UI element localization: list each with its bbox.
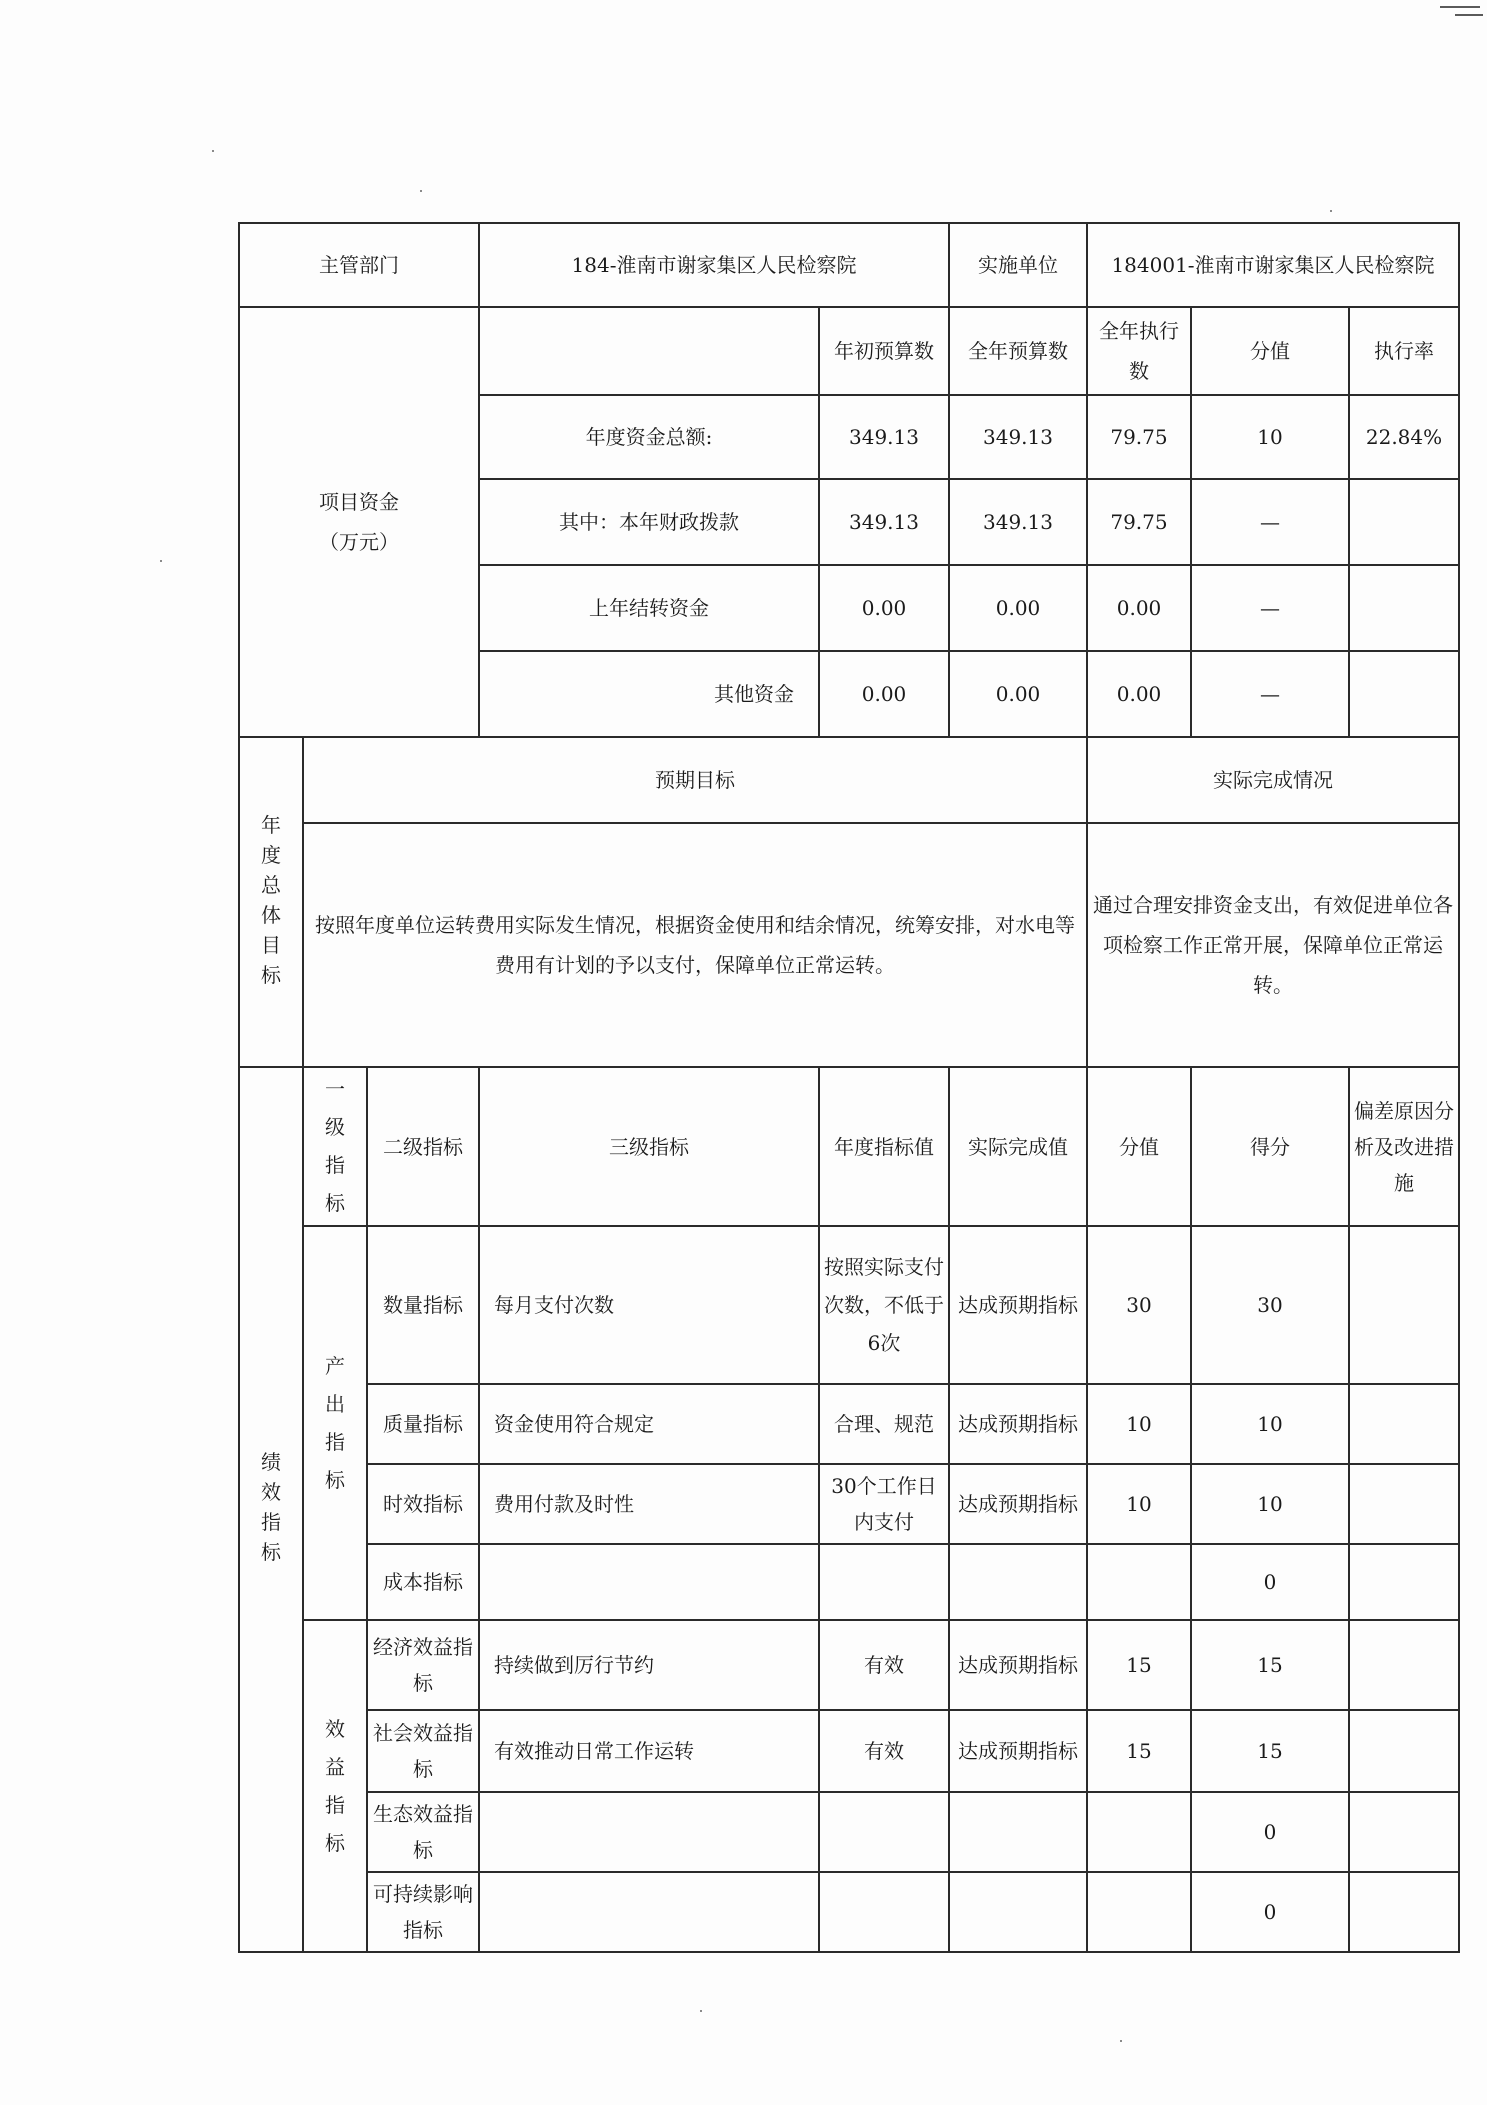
funds-row-executed: 0.00 [1087,651,1191,737]
output-target: 按照实际支付次数，不低于6次 [819,1226,949,1384]
output-deviation [1349,1464,1459,1544]
funds-row-rate [1349,565,1459,651]
funds-row-score-value: — [1191,565,1349,651]
output-score: 0 [1191,1544,1349,1620]
funds-header-row [239,307,1459,395]
output-deviation [1349,1544,1459,1620]
funds-row-annual: 349.13 [949,395,1087,479]
funds-row-annual: 349.13 [949,479,1087,565]
goals-section-label [239,737,303,1067]
deviation-header: 偏差原因分析及改进措施 [1349,1067,1459,1226]
output-deviation [1349,1226,1459,1384]
scan-speck [1120,2040,1122,2042]
output-group-label [303,1226,367,1620]
col-annual-executed: 全年执行数 [1087,307,1191,395]
scan-edge-mark [1455,14,1483,16]
benefit-group-text: 效益指标 [325,1716,345,1855]
scan-speck [1330,210,1332,212]
unit-value: 184001-淮南市谢家集区人民检察院 [1087,223,1459,307]
benefit-level2: 经济效益指标 [367,1620,479,1710]
benefit-score: 15 [1191,1620,1349,1710]
perf-section-label [239,1067,303,1952]
funds-row-rate: 22.84% [1349,395,1459,479]
col-annual-budget: 全年预算数 [949,307,1087,395]
funds-row-score-value: — [1191,651,1349,737]
scan-edge-mark [1440,6,1480,8]
output-actual: 达成预期指标 [949,1384,1087,1464]
benefit-score: 0 [1191,1872,1349,1952]
benefit-level3 [479,1872,819,1952]
benefit-actual: 达成预期指标 [949,1620,1087,1710]
output-level3: 资金使用符合规定 [479,1384,819,1464]
header-row [239,223,1459,307]
funds-row-score-value: 10 [1191,395,1349,479]
expected-goal-header: 预期目标 [303,737,1087,823]
actual-value-header: 实际完成值 [949,1067,1087,1226]
benefit-level3: 持续做到厉行节约 [479,1620,819,1710]
benefit-score-value [1087,1792,1191,1872]
benefit-target: 有效 [819,1710,949,1792]
funds-row-rate [1349,479,1459,565]
output-row [239,1544,1459,1620]
output-level3: 费用付款及时性 [479,1464,819,1544]
output-target: 30个工作日内支付 [819,1464,949,1544]
annual-target-header: 年度指标值 [819,1067,949,1226]
benefit-score-value [1087,1872,1191,1952]
output-row [239,1226,1459,1384]
output-level3 [479,1544,819,1620]
funds-row-label: 其他资金 [479,651,819,737]
output-score: 10 [1191,1384,1349,1464]
level3-header: 三级指标 [479,1067,819,1226]
output-group-text: 产出指标 [325,1353,345,1492]
benefit-deviation [1349,1872,1459,1952]
funds-unit: （万元） [319,530,399,554]
perf-label: 绩效指标 [261,1450,281,1564]
output-deviation [1349,1384,1459,1464]
benefit-row [239,1710,1459,1792]
funds-row-label: 年度资金总额: [479,395,819,479]
benefit-row [239,1620,1459,1710]
benefit-actual [949,1872,1087,1952]
output-actual [949,1544,1087,1620]
benefit-target: 有效 [819,1620,949,1710]
benefit-level2: 可持续影响指标 [367,1872,479,1952]
funds-blank-header [479,307,819,395]
output-score-value: 30 [1087,1226,1191,1384]
score-value-header: 分值 [1087,1067,1191,1226]
benefit-group-label [303,1620,367,1952]
unit-label: 实施单位 [949,223,1087,307]
funds-row-initial: 0.00 [819,565,949,651]
benefit-level3 [479,1792,819,1872]
benefit-score: 0 [1191,1792,1349,1872]
score-header: 得分 [1191,1067,1349,1226]
goals-header-row [239,737,1459,823]
actual-goal-text: 通过合理安排资金支出，有效促进单位各项检察工作正常开展，保障单位正常运转。 [1087,823,1459,1067]
output-row [239,1464,1459,1544]
level1-header-text: 一级指标 [325,1077,345,1215]
benefit-score-value: 15 [1087,1620,1191,1710]
benefit-target [819,1872,949,1952]
col-initial-budget: 年初预算数 [819,307,949,395]
goals-content-row [239,823,1459,1067]
funds-row-label: 其中：本年财政拨款 [479,479,819,565]
output-score: 30 [1191,1226,1349,1384]
benefit-score-value: 15 [1087,1710,1191,1792]
funds-row-executed: 79.75 [1087,395,1191,479]
actual-goal-header: 实际完成情况 [1087,737,1459,823]
perf-header-row [239,1067,1459,1226]
dept-label: 主管部门 [239,223,479,307]
funds-row-rate [1349,651,1459,737]
benefit-deviation [1349,1710,1459,1792]
output-score-value: 10 [1087,1384,1191,1464]
benefit-level2: 社会效益指标 [367,1710,479,1792]
funds-row-label: 上年结转资金 [479,565,819,651]
benefit-deviation [1349,1792,1459,1872]
scan-speck [420,190,422,192]
benefit-deviation [1349,1620,1459,1710]
funds-row-score-value: — [1191,479,1349,565]
output-actual: 达成预期指标 [949,1226,1087,1384]
funds-row-initial: 349.13 [819,479,949,565]
funds-row-initial: 0.00 [819,651,949,737]
output-score: 10 [1191,1464,1349,1544]
benefit-level3: 有效推动日常工作运转 [479,1710,819,1792]
output-actual: 达成预期指标 [949,1464,1087,1544]
output-level2: 时效指标 [367,1464,479,1544]
scan-speck [700,2010,702,2012]
output-score-value: 10 [1087,1464,1191,1544]
funds-row-executed: 79.75 [1087,479,1191,565]
funds-row-annual: 0.00 [949,565,1087,651]
benefit-actual [949,1792,1087,1872]
output-level3: 每月支付次数 [479,1226,819,1384]
benefit-target [819,1792,949,1872]
scan-speck [160,560,162,562]
scan-speck [212,150,214,152]
dept-value: 184-淮南市谢家集区人民检察院 [479,223,949,307]
benefit-row [239,1792,1459,1872]
funds-row-initial: 349.13 [819,395,949,479]
col-exec-rate: 执行率 [1349,307,1459,395]
output-score-value [1087,1544,1191,1620]
col-score-value: 分值 [1191,307,1349,395]
goals-label: 年度总体目标 [261,812,281,987]
funds-row-annual: 0.00 [949,651,1087,737]
benefit-actual: 达成预期指标 [949,1710,1087,1792]
benefit-score: 15 [1191,1710,1349,1792]
output-target: 合理、规范 [819,1384,949,1464]
funds-row-executed: 0.00 [1087,565,1191,651]
funds-section-label [239,307,479,737]
funds-label: 项目资金 [319,490,399,514]
benefit-row [239,1872,1459,1952]
output-level2: 成本指标 [367,1544,479,1620]
level1-header [303,1067,367,1226]
level2-header: 二级指标 [367,1067,479,1226]
performance-evaluation-table [238,222,1460,1953]
output-row [239,1384,1459,1464]
output-level2: 数量指标 [367,1226,479,1384]
output-level2: 质量指标 [367,1384,479,1464]
benefit-level2: 生态效益指标 [367,1792,479,1872]
expected-goal-text: 按照年度单位运转费用实际发生情况，根据资金使用和结余情况，统筹安排，对水电等费用有计划的予以支付，保障单位正常运转。 [303,823,1087,1067]
output-target [819,1544,949,1620]
